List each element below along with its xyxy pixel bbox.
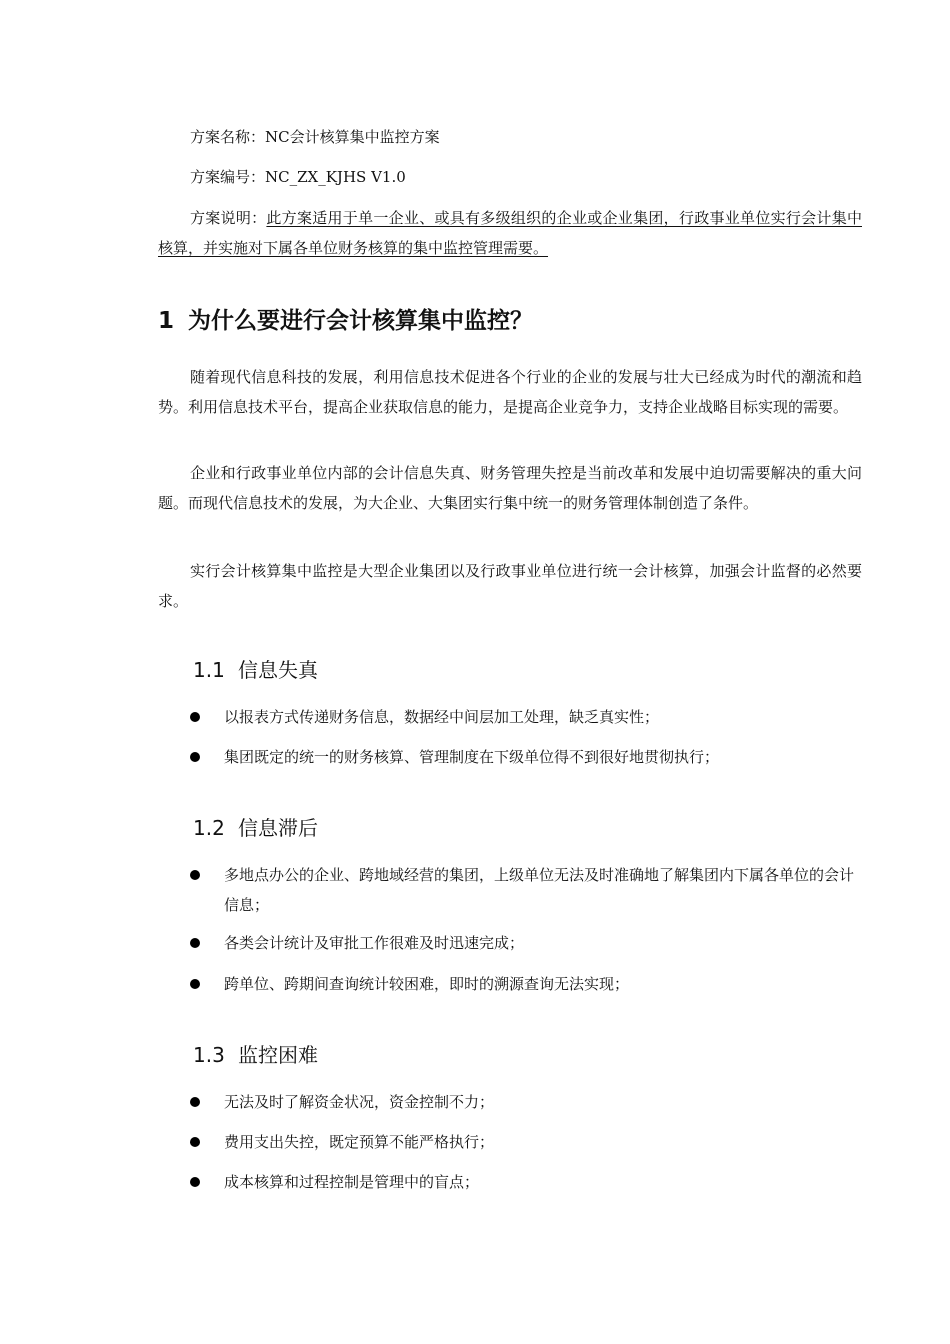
section-1-title: 为什么要进行会计核算集中监控？ bbox=[188, 308, 533, 334]
list-item bbox=[190, 742, 862, 772]
scheme-name-label: 方案名称： bbox=[190, 128, 266, 146]
list-item bbox=[190, 860, 862, 920]
list-item-text: 各类会计统计及审批工作很难及时迅速完成； bbox=[224, 934, 525, 952]
list-item bbox=[190, 1087, 862, 1117]
subsection-heading bbox=[193, 655, 318, 685]
bullet-icon bbox=[190, 752, 200, 762]
scheme-code-value: NC_ZX_KJHS V1.0 bbox=[265, 168, 406, 186]
list-item-text: 集团既定的统一的财务核算、管理制度在下级单位得不到很好地贯彻执行； bbox=[224, 748, 720, 766]
list-item-text: 以报表方式传递财务信息，数据经中间层加工处理，缺乏真实性； bbox=[224, 708, 660, 726]
list-item-text: 多地点办公的企业、跨地域经营的集团，上级单位无法及时准确地了解集团内下属各单位的会计信息； bbox=[224, 866, 855, 914]
scheme-name-value: NC会计核算集中监控方案 bbox=[265, 128, 440, 146]
list-item bbox=[190, 928, 862, 958]
section-1-paragraph: 随着现代信息科技的发展，利用信息技术促进各个行业的企业的发展与壮大已经成为时代的潮流和趋势。利用信息技术平台，提高企业获取信息的能力，是提高企业竞争力，支持企业战略目标实现的需要。 bbox=[158, 368, 862, 416]
list-item-text: 无法及时了解资金状况，资金控制不力； bbox=[224, 1093, 495, 1111]
bullet-icon bbox=[190, 938, 200, 948]
section-1-paragraph: 企业和行政事业单位内部的会计信息失真、财务管理失控是当前改革和发展中迫切需要解决的重大问题。而现代信息技术的发展，为大企业、大集团实行集中统一的财务管理体制创造了条件。 bbox=[158, 464, 862, 512]
subsection-title: 信息失真 bbox=[238, 658, 318, 682]
scheme-desc-value: 此方案适用于单一企业、或具有多级组织的企业或企业集团，行政事业单位实行会计集中核算，并实施对下属各单位财务核算的集中监控管理需要。 bbox=[158, 209, 862, 257]
scheme-desc-line bbox=[158, 203, 862, 263]
scheme-code-label: 方案编号： bbox=[190, 168, 266, 186]
subsection-number: 1.1 bbox=[193, 658, 225, 682]
list-item bbox=[190, 969, 862, 999]
subsection-heading bbox=[193, 813, 318, 843]
scheme-desc-label: 方案说明： bbox=[190, 209, 267, 227]
bullet-icon bbox=[190, 1137, 200, 1147]
subsection-title: 监控困难 bbox=[238, 1043, 318, 1067]
section-1-paragraph: 实行会计核算集中监控是大型企业集团以及行政事业单位进行统一会计核算，加强会计监督的必然要求。 bbox=[158, 562, 862, 610]
subsection-number: 1.3 bbox=[193, 1043, 225, 1067]
list-item-text: 跨单位、跨期间查询统计较困难，即时的溯源查询无法实现； bbox=[224, 975, 630, 993]
bullet-icon bbox=[190, 979, 200, 989]
list-item-text: 费用支出失控，既定预算不能严格执行； bbox=[224, 1133, 495, 1151]
list-item-text: 成本核算和过程控制是管理中的盲点； bbox=[224, 1173, 480, 1191]
subsection-number: 1.2 bbox=[193, 816, 225, 840]
list-item bbox=[190, 702, 862, 732]
bullet-icon bbox=[190, 1097, 200, 1107]
list-item bbox=[190, 1167, 862, 1197]
subsection-title: 信息滞后 bbox=[238, 816, 318, 840]
section-1-number: 1 bbox=[158, 308, 175, 334]
subsection-heading bbox=[193, 1040, 318, 1070]
bullet-icon bbox=[190, 870, 200, 880]
bullet-icon bbox=[190, 712, 200, 722]
list-item bbox=[190, 1127, 862, 1157]
scheme-name-line bbox=[158, 122, 862, 152]
bullet-icon bbox=[190, 1177, 200, 1187]
section-1-heading bbox=[158, 304, 533, 338]
scheme-code-line bbox=[158, 162, 862, 192]
